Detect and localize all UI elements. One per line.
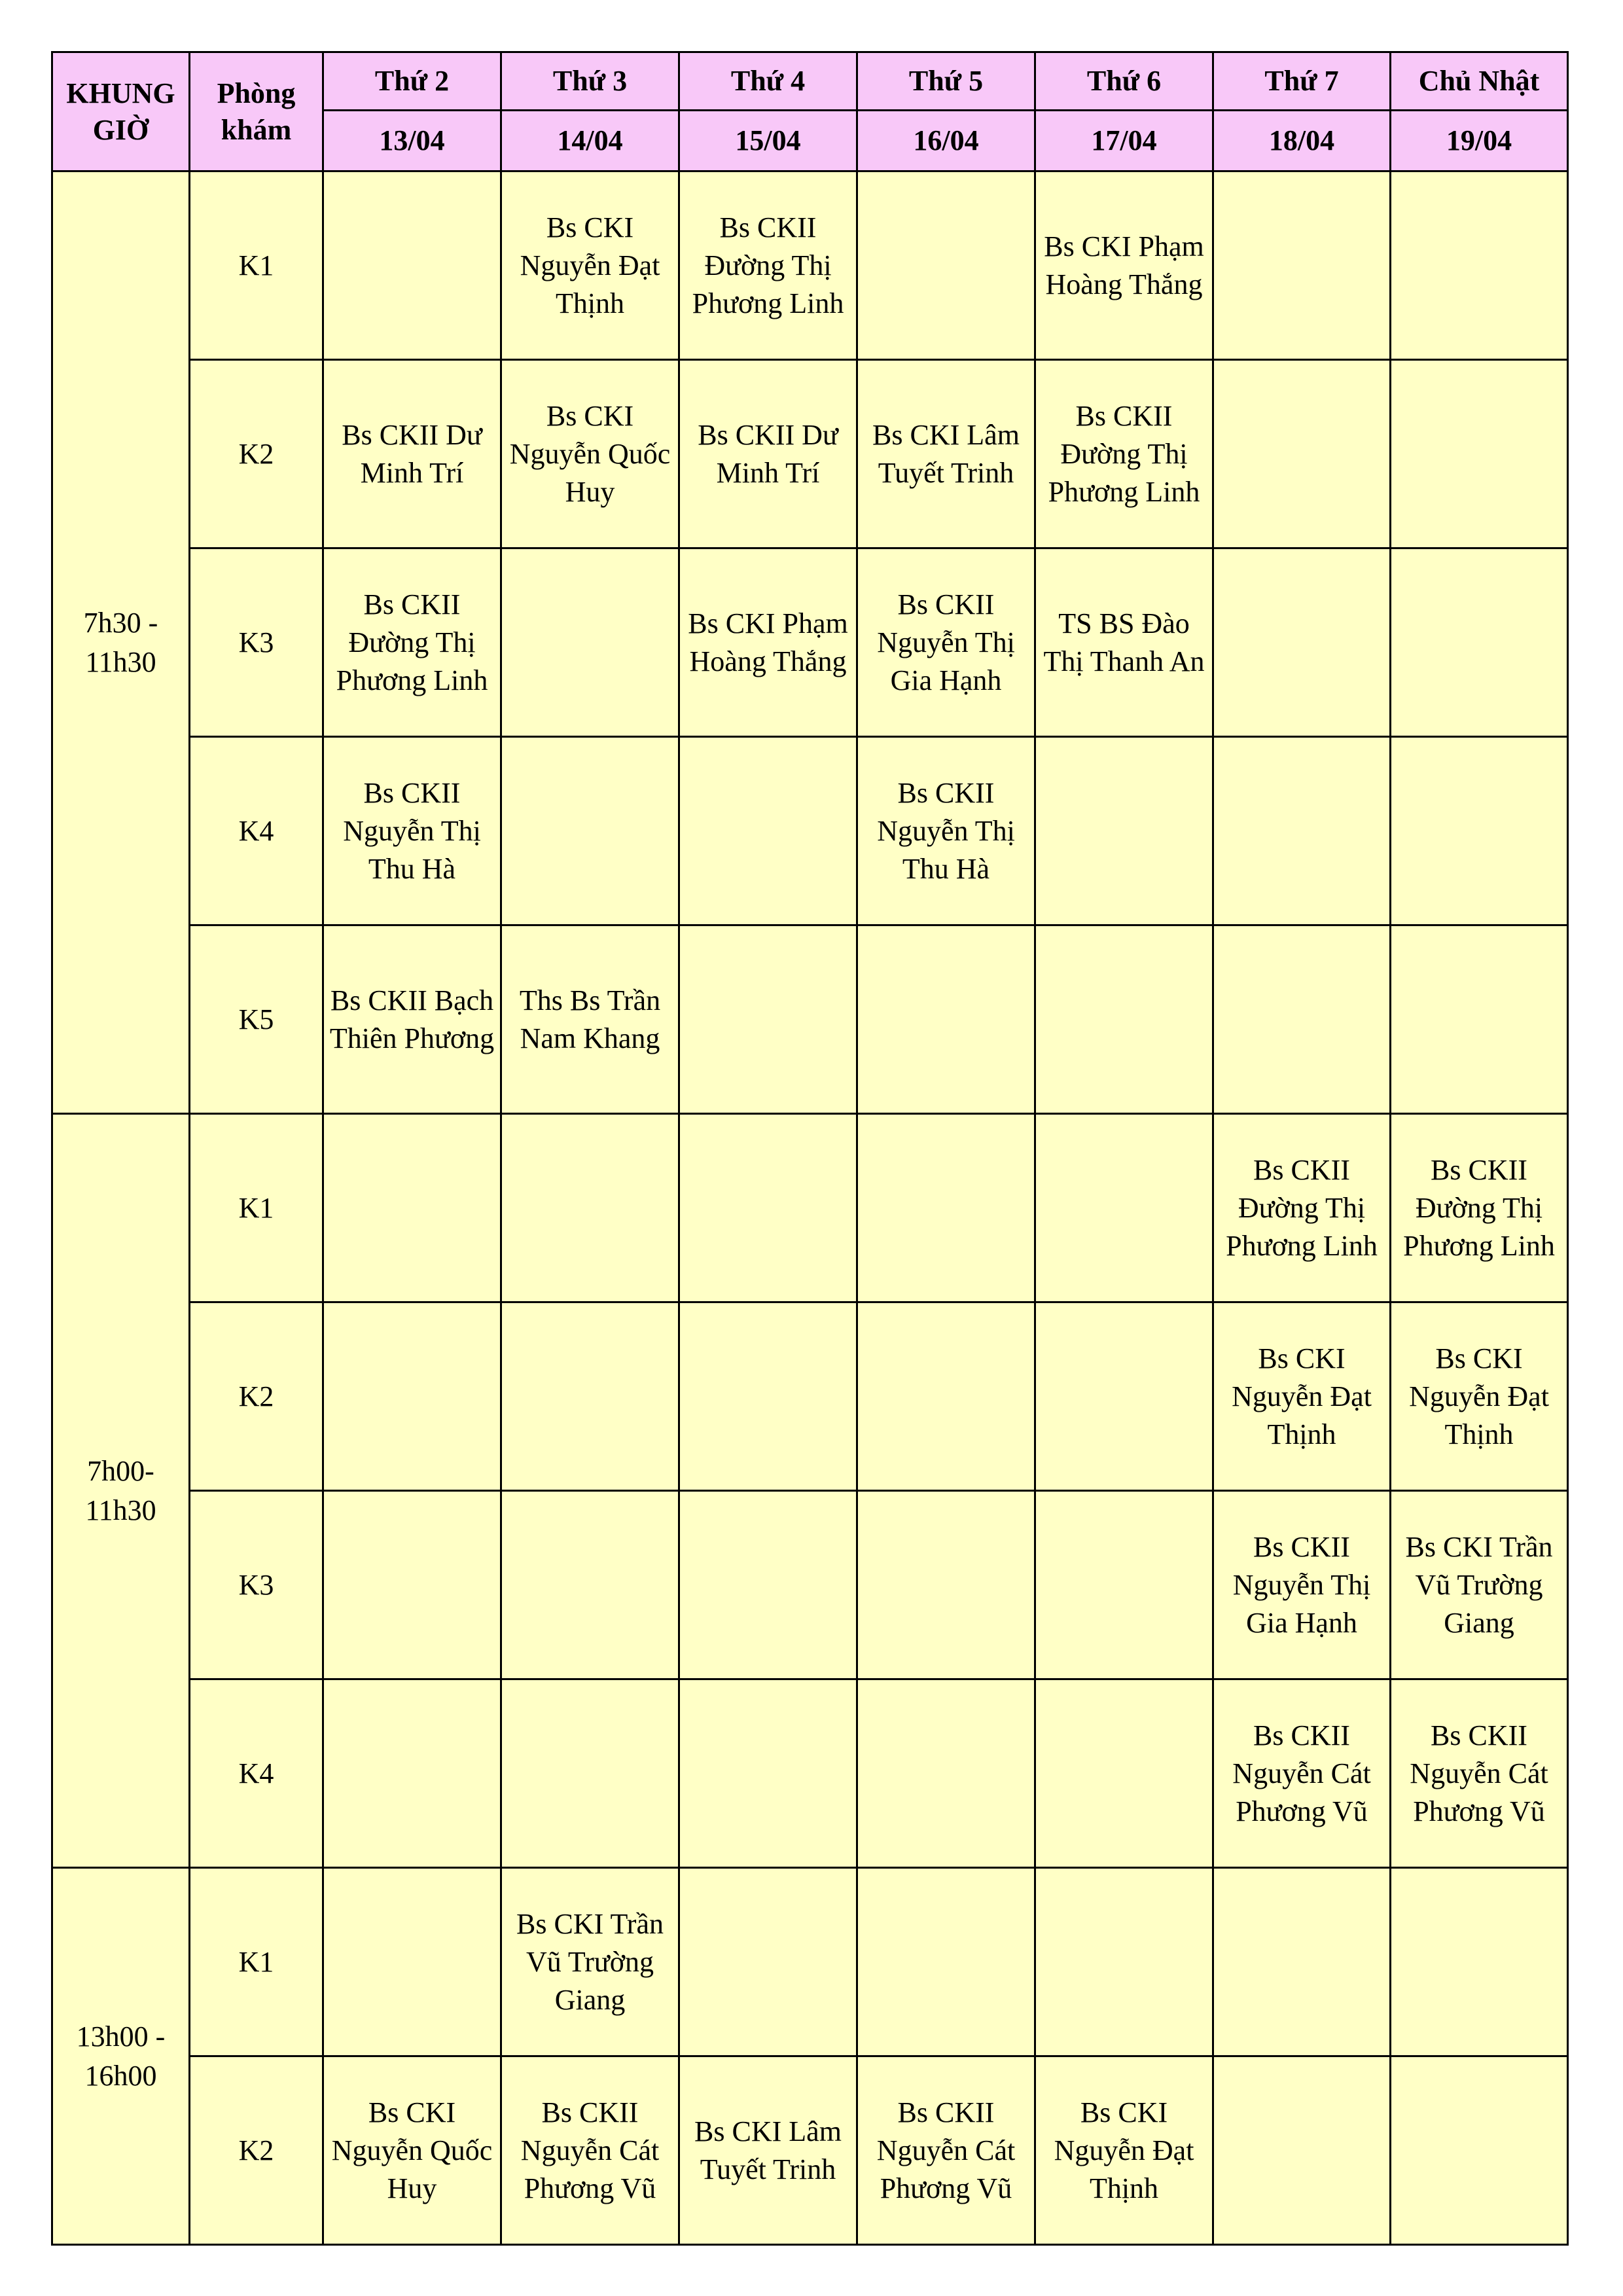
doctor-cell: Bs CKII Đường Thị Phương Linh: [679, 171, 857, 360]
day-header-sun: Chủ Nhật: [1391, 52, 1568, 111]
time-slot-cell: 7h30 - 11h30: [52, 171, 190, 1114]
doctor-cell: [1391, 171, 1568, 360]
doctor-cell: [679, 1868, 857, 2056]
doctor-cell: [857, 1114, 1035, 1302]
doctor-cell: [679, 737, 857, 925]
doctor-cell: [1213, 925, 1391, 1114]
date-header-sat: 18/04: [1213, 111, 1391, 171]
doctor-cell: [501, 548, 679, 737]
doctor-cell: [501, 1491, 679, 1679]
doctor-cell: Bs CKII Nguyễn Thị Thu Hà: [857, 737, 1035, 925]
room-header: Phòng khám: [190, 52, 323, 171]
room-cell: K3: [190, 1491, 323, 1679]
doctor-cell: [1391, 360, 1568, 548]
schedule-row: [52, 1491, 1568, 1679]
doctor-cell: Bs CKII Đường Thị Phương Linh: [1035, 360, 1213, 548]
doctor-cell: Bs CKII Dư Minh Trí: [679, 360, 857, 548]
doctor-cell: [857, 1679, 1035, 1868]
doctor-cell: [1213, 548, 1391, 737]
doctor-cell: Bs CKII Nguyễn Cát Phương Vũ: [857, 2056, 1035, 2245]
doctor-cell: Bs CKI Trần Vũ Trường Giang: [501, 1868, 679, 2056]
doctor-cell: Bs CKII Bạch Thiên Phương: [323, 925, 501, 1114]
schedule-row: [52, 360, 1568, 548]
date-header-fri: 17/04: [1035, 111, 1213, 171]
doctor-cell: Bs CKI Phạm Hoàng Thắng: [1035, 171, 1213, 360]
doctor-cell: TS BS Đào Thị Thanh An: [1035, 548, 1213, 737]
schedule-row: [52, 548, 1568, 737]
doctor-cell: [857, 1302, 1035, 1491]
doctor-cell: Bs CKII Đường Thị Phương Linh: [1213, 1114, 1391, 1302]
schedule-row: [52, 171, 1568, 360]
room-cell: K1: [190, 1114, 323, 1302]
doctor-cell: [1035, 1302, 1213, 1491]
doctor-cell: [1035, 737, 1213, 925]
room-cell: K1: [190, 1868, 323, 2056]
doctor-cell: [857, 171, 1035, 360]
room-cell: K4: [190, 1679, 323, 1868]
schedule-row: [52, 1114, 1568, 1302]
doctor-cell: Bs CKI Phạm Hoàng Thắng: [679, 548, 857, 737]
doctor-cell: [679, 1114, 857, 1302]
date-header-wed: 15/04: [679, 111, 857, 171]
doctor-cell: [679, 1679, 857, 1868]
room-cell: K3: [190, 548, 323, 737]
doctor-cell: [323, 171, 501, 360]
doctor-cell: [323, 1302, 501, 1491]
doctor-cell: [1391, 548, 1568, 737]
day-header-sat: Thứ 7: [1213, 52, 1391, 111]
doctor-cell: [1391, 2056, 1568, 2245]
doctor-cell: Bs CKI Lâm Tuyết Trinh: [857, 360, 1035, 548]
day-header-wed: Thứ 4: [679, 52, 857, 111]
schedule-row: [52, 737, 1568, 925]
doctor-cell: [1391, 737, 1568, 925]
doctor-cell: [1391, 925, 1568, 1114]
room-cell: K2: [190, 1302, 323, 1491]
doctor-cell: [1035, 1491, 1213, 1679]
doctor-cell: [1035, 925, 1213, 1114]
doctor-cell: Bs CKI Nguyễn Quốc Huy: [501, 360, 679, 548]
doctor-cell: [323, 1868, 501, 2056]
doctor-cell: [857, 1491, 1035, 1679]
doctor-cell: [1035, 1114, 1213, 1302]
schedule-row: [52, 1679, 1568, 1868]
room-cell: K2: [190, 360, 323, 548]
room-cell: K1: [190, 171, 323, 360]
doctor-cell: [501, 737, 679, 925]
doctor-cell: [679, 925, 857, 1114]
schedule-row: [52, 1302, 1568, 1491]
room-cell: K4: [190, 737, 323, 925]
doctor-cell: [857, 925, 1035, 1114]
doctor-cell: [323, 1679, 501, 1868]
schedule-row: [52, 1868, 1568, 2056]
doctor-cell: Bs CKI Lâm Tuyết Trinh: [679, 2056, 857, 2245]
doctor-cell: Bs CKII Nguyễn Thị Gia Hạnh: [857, 548, 1035, 737]
day-header-tue: Thứ 3: [501, 52, 679, 111]
day-header-thu: Thứ 5: [857, 52, 1035, 111]
doctor-cell: Ths Bs Trần Nam Khang: [501, 925, 679, 1114]
doctor-cell: Bs CKI Nguyễn Đạt Thịnh: [1035, 2056, 1213, 2245]
doctor-cell: Bs CKI Nguyễn Đạt Thịnh: [501, 171, 679, 360]
schedule-row: [52, 925, 1568, 1114]
doctor-cell: Bs CKII Nguyễn Cát Phương Vũ: [1391, 1679, 1568, 1868]
date-header-sun: 19/04: [1391, 111, 1568, 171]
doctor-cell: Bs CKII Đường Thị Phương Linh: [1391, 1114, 1568, 1302]
doctor-cell: Bs CKI Nguyễn Đạt Thịnh: [1391, 1302, 1568, 1491]
doctor-cell: [1035, 1868, 1213, 2056]
day-header-mon: Thứ 2: [323, 52, 501, 111]
doctor-cell: [323, 1491, 501, 1679]
doctor-cell: [1213, 360, 1391, 548]
doctor-cell: [1035, 1679, 1213, 1868]
header-day-row: [52, 52, 1568, 111]
date-header-mon: 13/04: [323, 111, 501, 171]
doctor-cell: [501, 1679, 679, 1868]
doctor-cell: Bs CKI Nguyễn Đạt Thịnh: [1213, 1302, 1391, 1491]
time-slot-cell: 7h00- 11h30: [52, 1114, 190, 1868]
schedule-row: [52, 2056, 1568, 2245]
room-cell: K2: [190, 2056, 323, 2245]
doctor-cell: Bs CKI Nguyễn Quốc Huy: [323, 2056, 501, 2245]
doctor-cell: Bs CKII Nguyễn Cát Phương Vũ: [1213, 1679, 1391, 1868]
doctor-cell: Bs CKII Nguyễn Thị Thu Hà: [323, 737, 501, 925]
room-cell: K5: [190, 925, 323, 1114]
date-header-tue: 14/04: [501, 111, 679, 171]
doctor-cell: [1213, 171, 1391, 360]
doctor-cell: Bs CKII Nguyễn Thị Gia Hạnh: [1213, 1491, 1391, 1679]
schedule-table: [51, 51, 1569, 2246]
doctor-cell: Bs CKI Trần Vũ Trường Giang: [1391, 1491, 1568, 1679]
doctor-cell: [1213, 2056, 1391, 2245]
doctor-cell: [501, 1114, 679, 1302]
doctor-cell: [501, 1302, 679, 1491]
doctor-cell: [679, 1491, 857, 1679]
day-header-fri: Thứ 6: [1035, 52, 1213, 111]
doctor-cell: Bs CKII Nguyễn Cát Phương Vũ: [501, 2056, 679, 2245]
doctor-cell: Bs CKII Dư Minh Trí: [323, 360, 501, 548]
time-slot-cell: 13h00 - 16h00: [52, 1868, 190, 2245]
doctor-cell: Bs CKII Đường Thị Phương Linh: [323, 548, 501, 737]
doctor-cell: [1213, 1868, 1391, 2056]
doctor-cell: [679, 1302, 857, 1491]
doctor-cell: [1213, 737, 1391, 925]
doctor-cell: [857, 1868, 1035, 2056]
time-slot-header: KHUNG GIỜ: [52, 52, 190, 171]
date-header-thu: 16/04: [857, 111, 1035, 171]
doctor-cell: [323, 1114, 501, 1302]
doctor-cell: [1391, 1868, 1568, 2056]
